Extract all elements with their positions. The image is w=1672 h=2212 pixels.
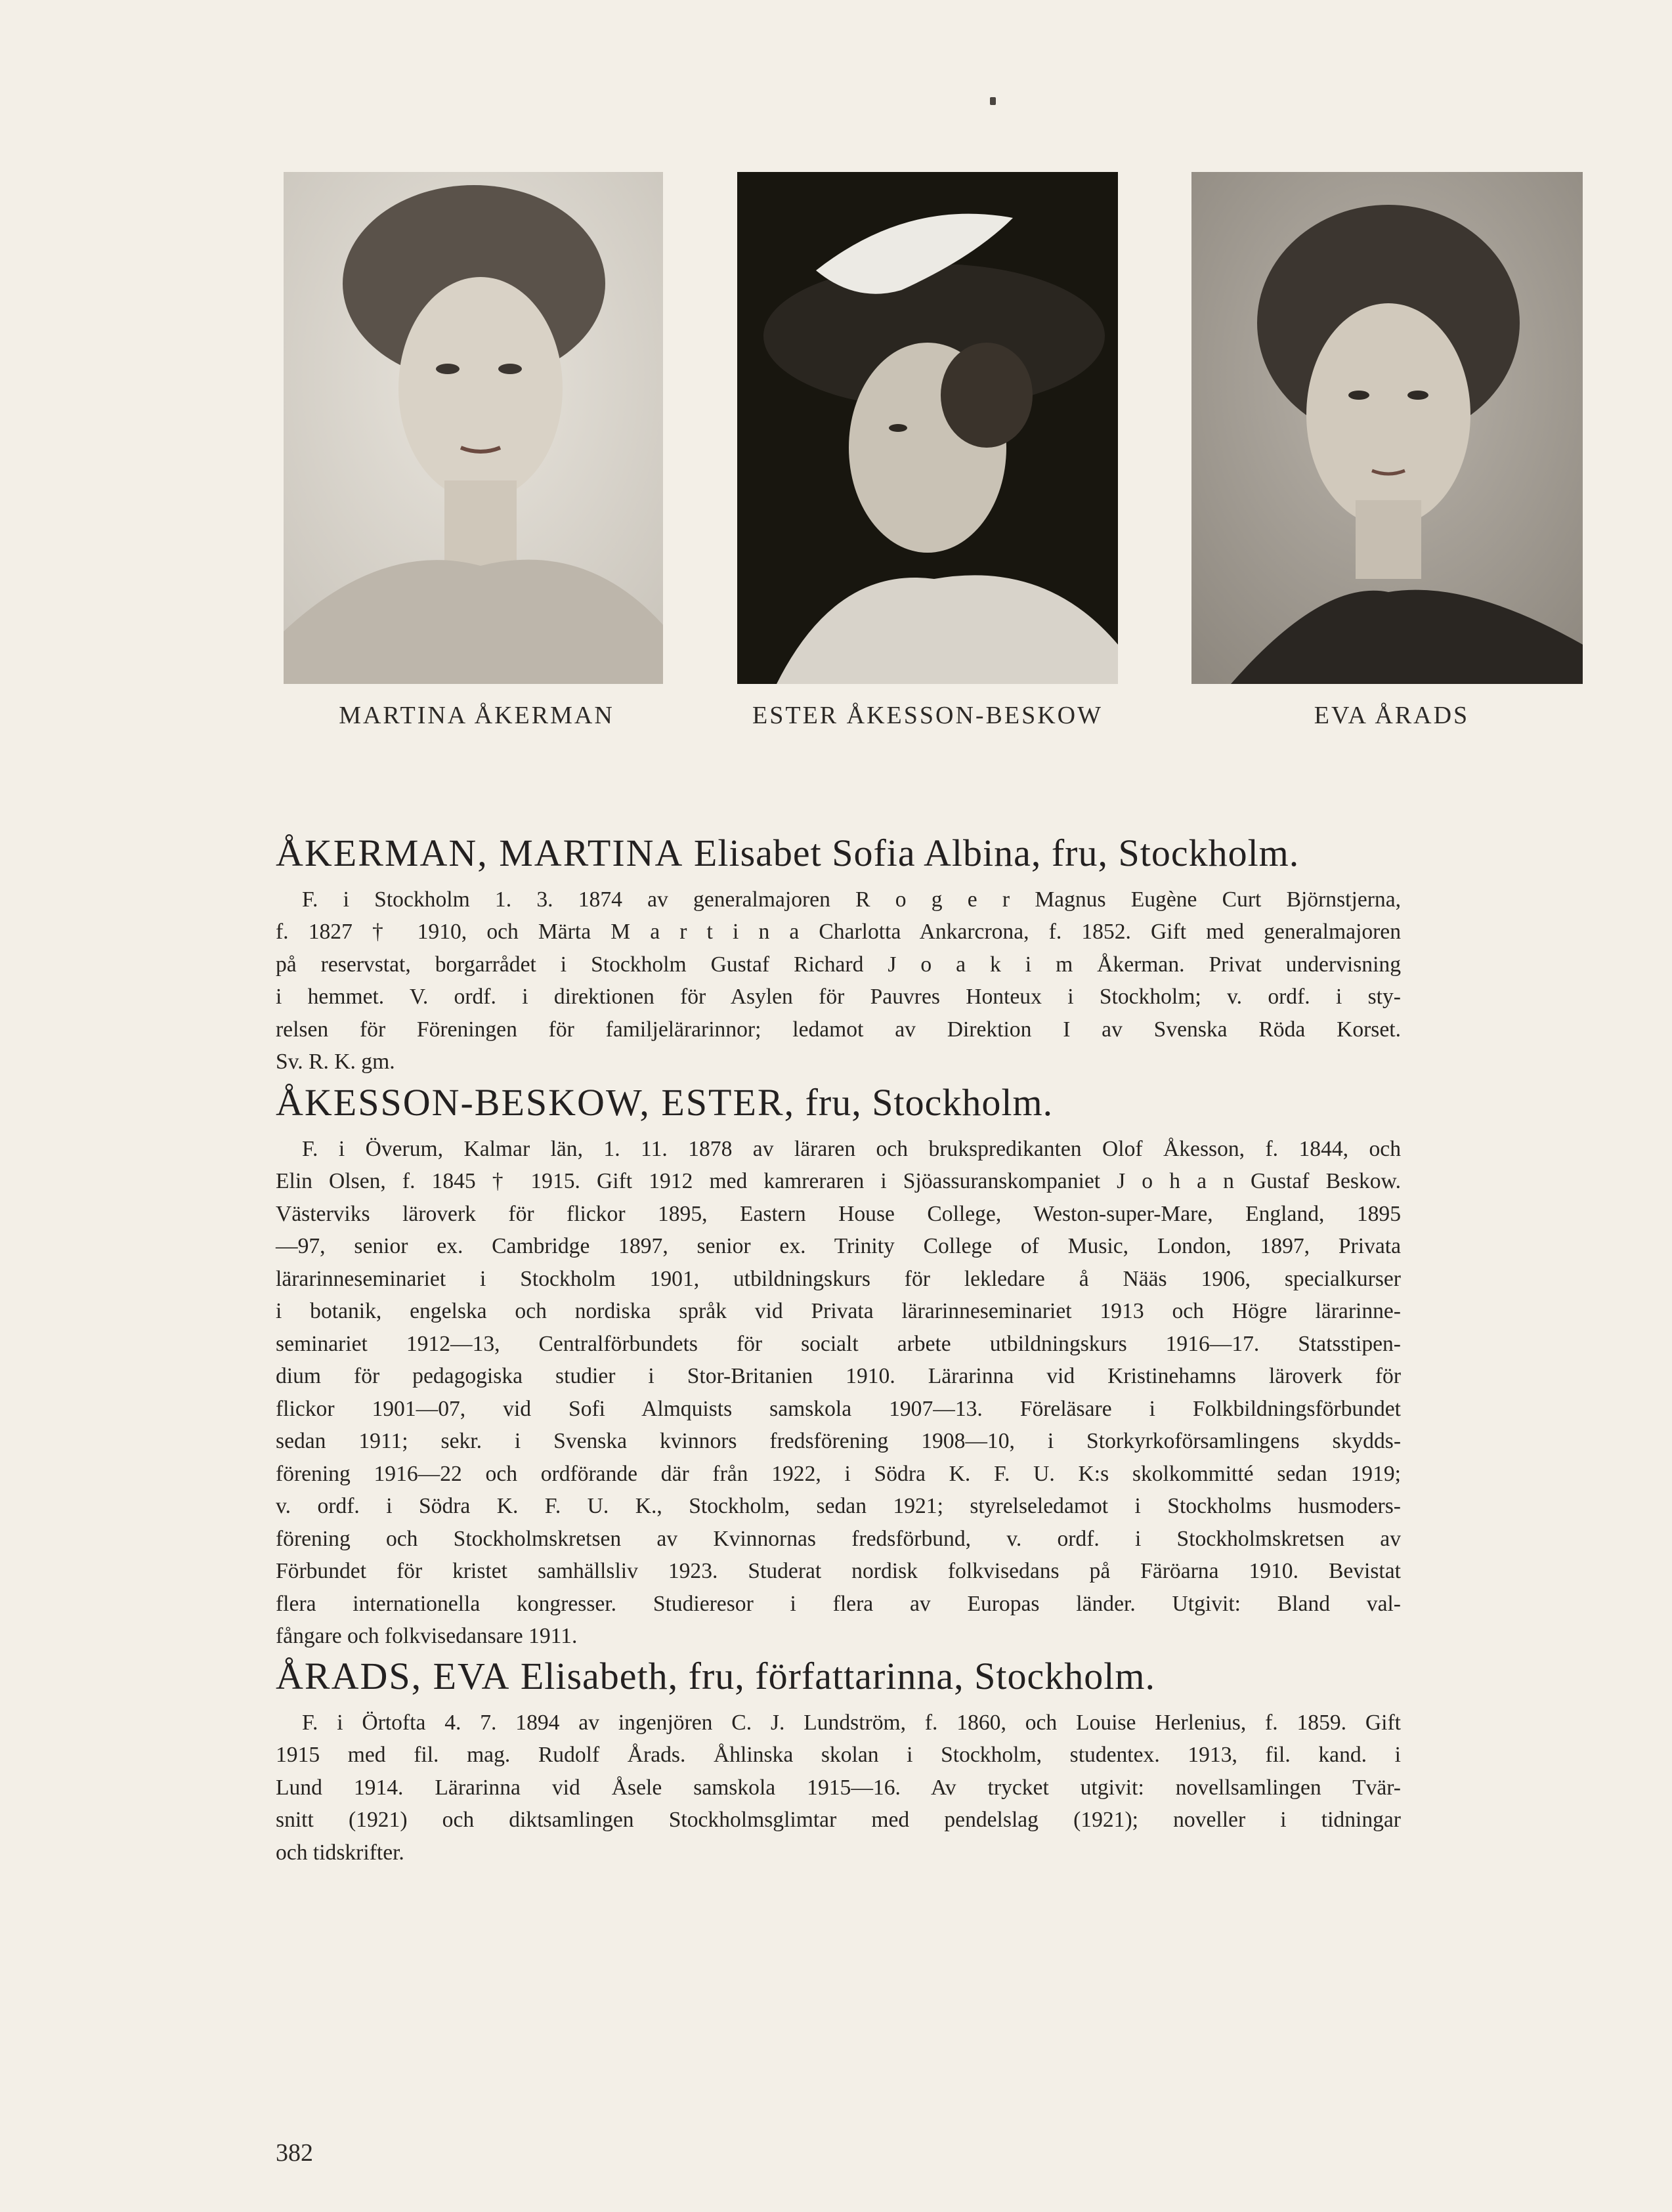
caption-eva-arads: EVA ÅRADS [1314, 702, 1470, 729]
text-line: fångare och folkvisedansare 1911. [276, 1624, 578, 1649]
text-line: Västerviks läroverk för flickor 1895, Eastern House College, Weston-super-Mare, England, 1895 [276, 1201, 1401, 1226]
portrait-photo-ester-akesson-beskow [737, 172, 1118, 684]
portrait-image [284, 172, 663, 684]
portrait-image [1191, 172, 1583, 684]
text-line: sedan 1911; sekr. i Svenska kvinnors fredsförening 1908—10, i Storkyrkoförsamlingens skydds- [276, 1429, 1401, 1454]
text-line: förening och Stockholmskretsen av Kvinnornas fredsförbund, v. ordf. i Stockholmskretsen av [276, 1526, 1401, 1551]
text-line: F. i Stockholm 1. 3. 1874 av generalmajoren R o g e r Magnus Eugène Curt Björnstjerna, [302, 887, 1401, 912]
entry-heading [276, 1655, 1401, 1697]
entry-name: ÅKERMAN, MARTINA [276, 832, 684, 874]
text-line: och tidskrifter. [276, 1840, 404, 1865]
entry-heading-rest: fru, Stockholm. [805, 1081, 1054, 1124]
portrait-row [0, 0, 1672, 735]
entry-martina-akerman [276, 832, 1401, 1078]
entry-heading [276, 1082, 1401, 1124]
text-line: Elin Olsen, f. 1845 † 1915. Gift 1912 med kamreraren i Sjöassuranskompaniet J o h a n Gustaf Beskow. [276, 1169, 1401, 1194]
page-number: 382 [276, 2139, 313, 2167]
text-line: flera internationella kongresser. Studieresor i flera av Europas länder. Utgivit: Bland val- [276, 1591, 1401, 1616]
text-line: F. i Örtofta 4. 7. 1894 av ingenjören C. J. Lundström, f. 1860, och Louise Herlenius, f. 1859. Gift [302, 1710, 1401, 1735]
text-line: 1915 med fil. mag. Rudolf Årads. Åhlinska skolan i Stockholm, studentex. 1913, fil. kand. i [276, 1743, 1401, 1768]
text-line: förening 1916—22 och ordförande där från 1922, i Södra K. F. U. K:s skolkommitté sedan 1919; [276, 1461, 1401, 1486]
portrait-photo-eva-arads [1191, 172, 1583, 684]
text-line: v. ordf. i Södra K. F. U. K., Stockholm, sedan 1921; styrelseledamot i Stockholms husmoders- [276, 1494, 1401, 1519]
entry-eva-arads [276, 1655, 1401, 1869]
entry-name: ÅRADS, EVA [276, 1655, 511, 1697]
text-line: Förbundet för kristet samhällsliv 1923. Studerat nordisk folkvisedans på Färöarna 1910. Bevistat [276, 1559, 1401, 1584]
text-line: f. 1827 † 1910, och Märta M a r t i n a Charlotta Ankarcrona, f. 1852. Gift med generalmajoren [276, 920, 1401, 945]
caption-ester-akesson-beskow: ESTER ÅKESSON-BESKOW [752, 702, 1103, 729]
text-line: i botanik, engelska och nordiska språk vid Privata lärarinneseminariet 1913 och Högre lärarinne- [276, 1299, 1401, 1324]
entry-body [276, 1133, 1401, 1653]
text-line: lärarinneseminariet i Stockholm 1901, utbildningskurs för lekledare å Nääs 1906, specialkurser [276, 1266, 1401, 1291]
entry-name: ÅKESSON-BESKOW, ESTER, [276, 1081, 796, 1124]
text-line: seminariet 1912—13, Centralförbundets för socialt arbete utbildningskurs 1916—17. Statsstipen- [276, 1331, 1401, 1356]
text-line: dium för pedagogiska studier i Stor-Britanien 1910. Lärarinna vid Kristinehamns läroverk för [276, 1364, 1401, 1389]
text-line: i hemmet. V. ordf. i direktionen för Asylen för Pauvres Honteux i Stockholm; v. ordf. i sty- [276, 985, 1401, 1010]
text-line: på reservstat, borgarrådet i Stockholm Gustaf Richard J o a k i m Åkerman. Privat undervisning [276, 952, 1401, 977]
text-line: relsen för Föreningen för familjelärarinnor; ledamot av Direktion I av Svenska Röda Korset. [276, 1017, 1401, 1042]
portrait-image [737, 172, 1118, 684]
text-line: snitt (1921) och diktsamlingen Stockholmsglimtar med pendelslag (1921); noveller i tidningar [276, 1808, 1401, 1833]
caption-martina-akerman: MARTINA ÅKERMAN [339, 702, 614, 729]
portrait-photo-martina-akerman [284, 172, 663, 684]
text-line: —97, senior ex. Cambridge 1897, senior ex. Trinity College of Music, London, 1897, Privata [276, 1234, 1401, 1259]
entry-ester-akesson-beskow [276, 1082, 1401, 1653]
entry-heading-rest: Elisabeth, fru, författarinna, Stockholm. [520, 1655, 1155, 1697]
text-line: flickor 1901—07, vid Sofi Almquists samskola 1907—13. Föreläsare i Folkbildningsförbundet [276, 1396, 1401, 1421]
text-line: Sv. R. K. gm. [276, 1050, 395, 1074]
entry-body [276, 883, 1401, 1078]
entry-heading-rest: Elisabet Sofia Albina, fru, Stockholm. [693, 832, 1300, 874]
entry-body [276, 1707, 1401, 1869]
text-line: Lund 1914. Lärarinna vid Åsele samskola 1915—16. Av trycket utgivit: novellsamlingen Tvär- [276, 1775, 1401, 1800]
text-line: F. i Överum, Kalmar län, 1. 11. 1878 av läraren och brukspredikanten Olof Åkesson, f. 1844, och [302, 1136, 1401, 1161]
entry-heading [276, 832, 1401, 874]
